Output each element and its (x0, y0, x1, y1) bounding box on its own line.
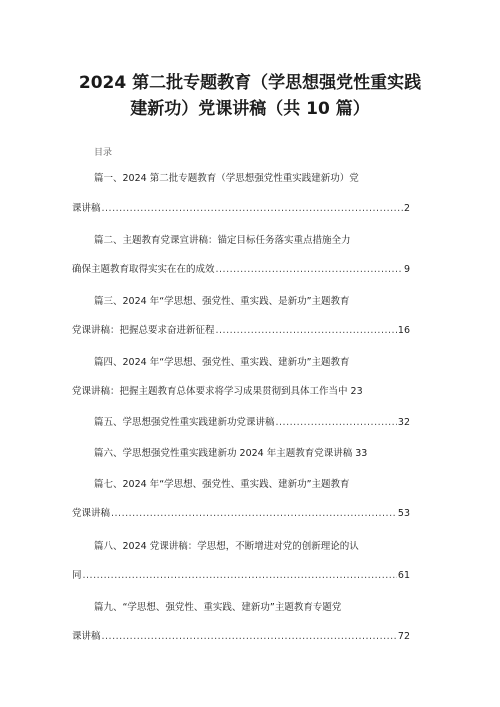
toc-entry-1-line-1[interactable]: 篇一、2024 第二批专题教育（学思想强党性重实践建新功）党 (94, 173, 359, 184)
toc-entry-6[interactable]: 篇六、学思想强党性重实践建新功 2024 年主题教育党课讲稿 33 (94, 448, 368, 459)
toc-entry-8-line-1[interactable]: 篇八、2024 党课讲稿：学思想，不断增进对党的创新理论的认 (94, 541, 359, 552)
dot-leader (111, 507, 397, 521)
toc-heading: 目录 (94, 148, 113, 158)
toc-entry-9-page: 72 (397, 631, 410, 642)
toc-entry-7-line-1[interactable]: 篇七、2024 年“学思想、强党性、重实践、建新功”主题教育 (94, 479, 350, 490)
dot-leader (276, 416, 397, 430)
toc-entry-2-page: 9 (403, 264, 410, 275)
document-title-line-1: 2024 第二批专题教育（学思想强党性重实践 (78, 73, 422, 93)
toc-entry-8-page: 61 (397, 570, 410, 581)
toc-entry-1-line-2[interactable] (72, 202, 410, 216)
toc-entry-9-line-2[interactable] (72, 630, 410, 644)
toc-entry-8-text: 同 (72, 570, 82, 581)
toc-entry-9-text: 课讲稿 (72, 631, 101, 642)
toc-entry-8-line-2[interactable] (72, 569, 410, 583)
toc-entry-7-text: 党课讲稿 (72, 508, 111, 519)
toc-entry-1-page: 2 (403, 203, 410, 214)
toc-entry-3-line-1[interactable]: 篇三、2024 年“学思想、强党性、重实践、是新功”主题教育 (94, 296, 350, 307)
toc-entry-5-text: 篇五、学思想强党性重实践建新功党课讲稿 (94, 417, 275, 428)
document-title-line-2: 建新功）党课讲稿（共 10 篇） (130, 99, 370, 119)
toc-entry-1-text: 课讲稿 (72, 203, 101, 214)
dot-leader (102, 202, 403, 216)
toc-entry-5[interactable] (94, 416, 410, 430)
dot-leader (102, 630, 397, 644)
toc-entry-5-page: 32 (397, 417, 410, 428)
toc-entry-4-line-1[interactable]: 篇四、2024 年“学思想、强党性、重实践、建新功”主题教育 (94, 357, 350, 368)
toc-entry-2-line-1[interactable]: 篇二、主题教育党课宣讲稿：锚定目标任务落实重点措施全力 (94, 235, 351, 246)
toc-entry-2-line-2[interactable] (72, 263, 410, 277)
toc-entry-7-page: 53 (397, 508, 410, 519)
dot-leader (83, 569, 397, 583)
toc-entry-4-line-2[interactable]: 党课讲稿：把握主题教育总体要求将学习成果贯彻到具体工作当中 23 (72, 386, 363, 397)
toc-entry-9-line-1[interactable]: 篇九、“学思想、强党性、重实践、建新功”主题教育专题党 (94, 602, 342, 613)
toc-entry-3-text: 党课讲稿：把握总要求奋进新征程 (72, 325, 215, 336)
dot-leader (216, 263, 403, 277)
toc-entry-3-line-2[interactable] (72, 324, 410, 338)
dot-leader (216, 324, 397, 338)
toc-entry-7-line-2[interactable] (72, 507, 410, 521)
toc-entry-2-text: 确保主题教育取得实实在在的成效 (72, 264, 215, 275)
toc-entry-3-page: 16 (397, 325, 410, 336)
